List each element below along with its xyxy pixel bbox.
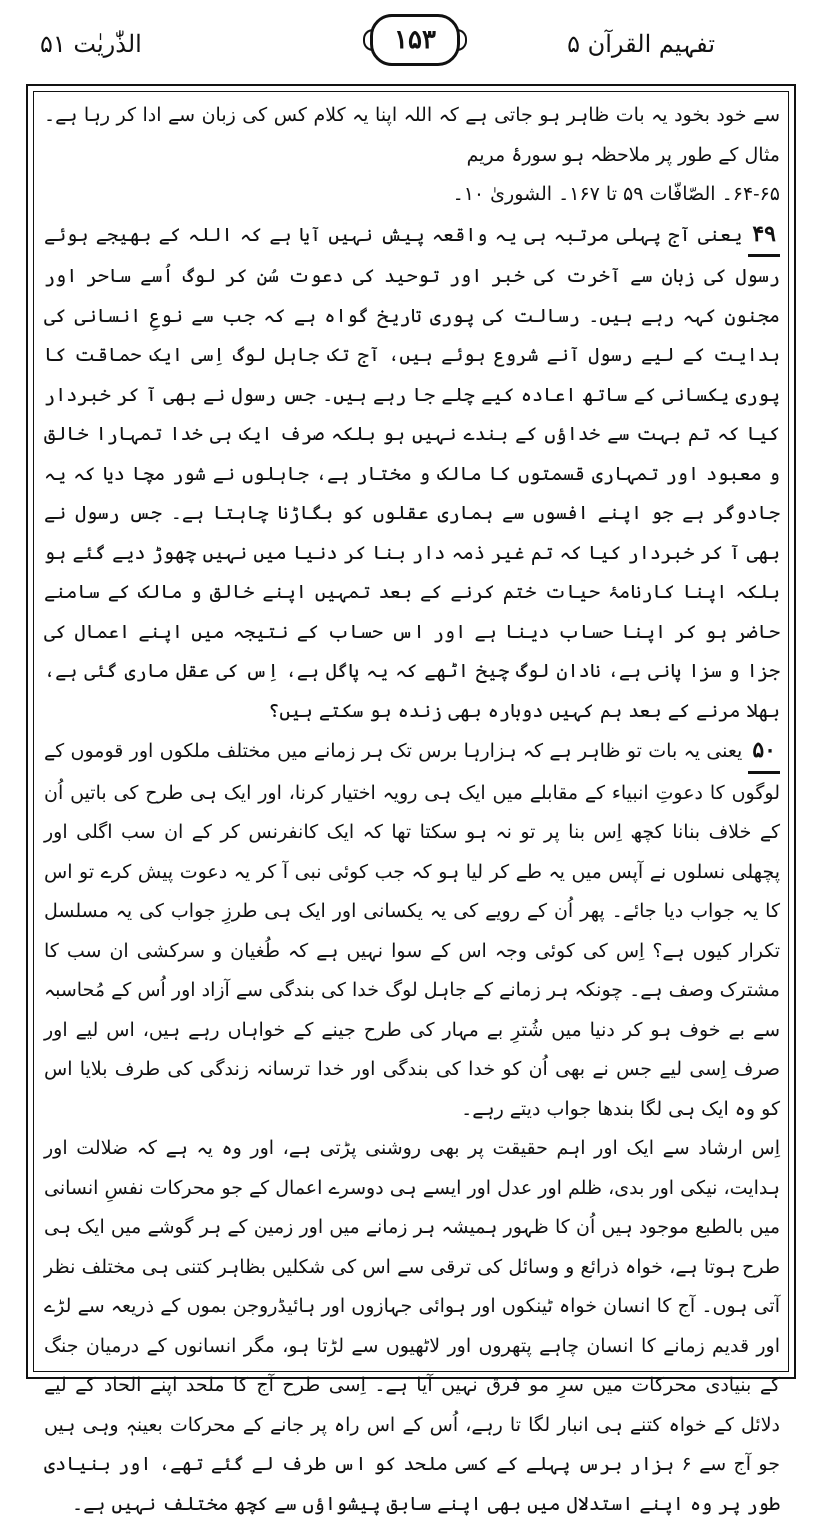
footnote-49 — [44, 215, 780, 732]
book-title: تفہیم القرآن ۵ — [567, 30, 715, 58]
footnote-number-49: ۴۹ — [748, 215, 780, 258]
verse-references: ۶۴-۶۵۔ الصّافّات ۵۹ تا ۱۶۷۔ الشوریٰ ۱۰۔ — [452, 183, 780, 205]
commentary-text — [44, 96, 780, 1515]
footnote-49-text: یعنی آج پہلی مرتبہ ہی یہ واقعہ پیش نہیں آیا ہے کہ اللہ کے بھیجے ہوئے رسول کی زبان سے آخرت کی خبر اور توحید کی دعوت سُن کر لوگ اُسے ساحر اور مجنون کہہ رہے ہیں۔ رسالت کی پوری تاریخ گواہ ہے کہ جب سے نوعِ انسانی کی ہدایت کے لیے رسول آنے شروع ہوئے ہیں، آج تک جاہل لوگ اِسی ایک حماقت کا پوری یکسانی کے ساتھ اعادہ کیے چلے جا رہے ہیں۔ جس رسول نے بھی آ کر خبردار کیا کہ تم بہت سے خداؤں کے بندے نہیں ہو بلکہ صرف ایک ہی خدا تمہارا خالق و معبود اور تمہاری قسمتوں کا مالک و مختار ہے، جاہلوں نے شور مچا دیا کہ یہ جادوگر ہے جو اپنے افسوں سے ہماری عقلوں کو بگاڑنا چاہتا ہے۔ جس رسول نے بھی آ کر خبردار کیا کہ تم غیر ذمہ دار بنا کر دنیا میں نہیں چھوڑ دیے گئے ہو بلکہ اپنا کارنامۂ حیات ختم کرنے کے بعد تمہیں اپنے خالق و مالک کے سامنے حاضر ہو کر اپنا حساب دینا ہے اور اس حساب کے نتیجہ میں اپنے اعمال کی جزا و سزا پانی ہے، نادان لوگ چیخ اٹھے کہ یہ پاگل ہے، اِس کی عقل ماری گئی ہے، بھلا مرنے کے بعد ہم کہیں دوبارہ بھی زندہ ہو سکتے ہیں؟ — [44, 223, 780, 722]
surah-label: الذّٰریٰت ۵۱ — [40, 30, 142, 58]
footnote-50 — [44, 731, 780, 1129]
intro-line: سے خود بخود یہ بات ظاہر ہو جاتی ہے کہ اللہ اپنا یہ کلام کس کی زبان سے ادا کر رہا ہے۔ مثال کے طور پر ملاحظہ ہو سورۂ مریم — [44, 104, 780, 166]
footnote-number-50: ۵۰ — [748, 731, 780, 774]
footnote-50-text: یعنی یہ بات تو ظاہر ہے کہ ہزارہا برس تک ہر زمانے میں مختلف ملکوں اور قوموں کے لوگوں کا دعوتِ انبیاء کے مقابلے میں ایک ہی رویہ اختیار کرنا، اور ایک ہی طرح کی باتیں اُن کے خلاف بنانا کچھ اِس بنا پر تو نہ ہو سکتا تھا کہ ایک کانفرنس کر کے ان سب اگلی اور پچھلی نسلوں نے آپس میں یہ طے کر لیا ہو کہ جب کوئی نبی آ کر یہ دعوت پیش کرے تو اس کا یہ جواب دیا جائے۔ پھر اُن کے رویے کی یہ یکسانی اور ایک ہی طرزِ جواب کی یہ مسلسل تکرار کیوں ہے؟ اِس کی کوئی وجہ اس کے سوا نہیں ہے کہ طُغیان و سرکشی ان سب کا مشترک وصف ہے۔ چونکہ ہر زمانے کے جاہل لوگ خدا کی بندگی سے آزاد اور اُس کے مُحاسبہ سے بے خوف ہو کر دنیا میں شُترِ بے مہار کی طرح جینے کے خواہاں رہے ہیں، اس لیے اور صرف اِسی لیے جس نے بھی اُن کو خدا کی بندگی اور خدا ترسانہ زندگی کی طرف بلایا اس کو وہ ایک ہی لگا بندھا جواب دیتے رہے۔ — [44, 740, 780, 1120]
page-number: ۱۵۳ — [370, 14, 460, 66]
closing-paragraph: اِس ارشاد سے ایک اور اہم حقیقت پر بھی روشنی پڑتی ہے، اور وہ یہ ہے کہ ضلالت اور ہدایت، نیکی اور بدی، ظلم اور عدل اور ایسے ہی دوسرے اعمال کے جو محرکات نفسِ انسانی میں بالطبع موجود ہیں اُن کا ظہور ہمیشہ ہر زمانے میں اور زمین کے ہر گوشے میں ایک ہی طرح ہوتا ہے، خواہ ذرائع و وسائل کی ترقی سے اس کی شکلیں بظاہر کتنی ہی مختلف نظر آتی ہوں۔ آج کا انسان خواہ ٹینکوں اور ہوائی جہازوں اور ہائیڈروجن بموں کے ذریعہ سے لڑے اور قدیم زمانے کا انسان چاہے پتھروں اور لاٹھیوں سے لڑتا ہو، مگر انسانوں کے درمیان جنگ کے بنیادی محرکات میں سرِ مو فرق نہیں آیا ہے۔ اِسی طرح آج کا ملحد اپنے الحاد کے لیے دلائل کے خواہ کتنے ہی انبار لگا تا رہے، اُس کے اس راہ پر جانے کے محرکات بعینہٖ وہی ہیں جو آج سے ۶ ہزار برس پہلے کے کسی ملحد کو اس طرف لے گئے تھے، اور بنیادی طور پر وہ اپنے استدلال میں بھی اپنے سابق پیشواؤں سے کچھ مختلف نہیں ہے۔ — [44, 1137, 780, 1515]
page-header — [0, 0, 825, 80]
